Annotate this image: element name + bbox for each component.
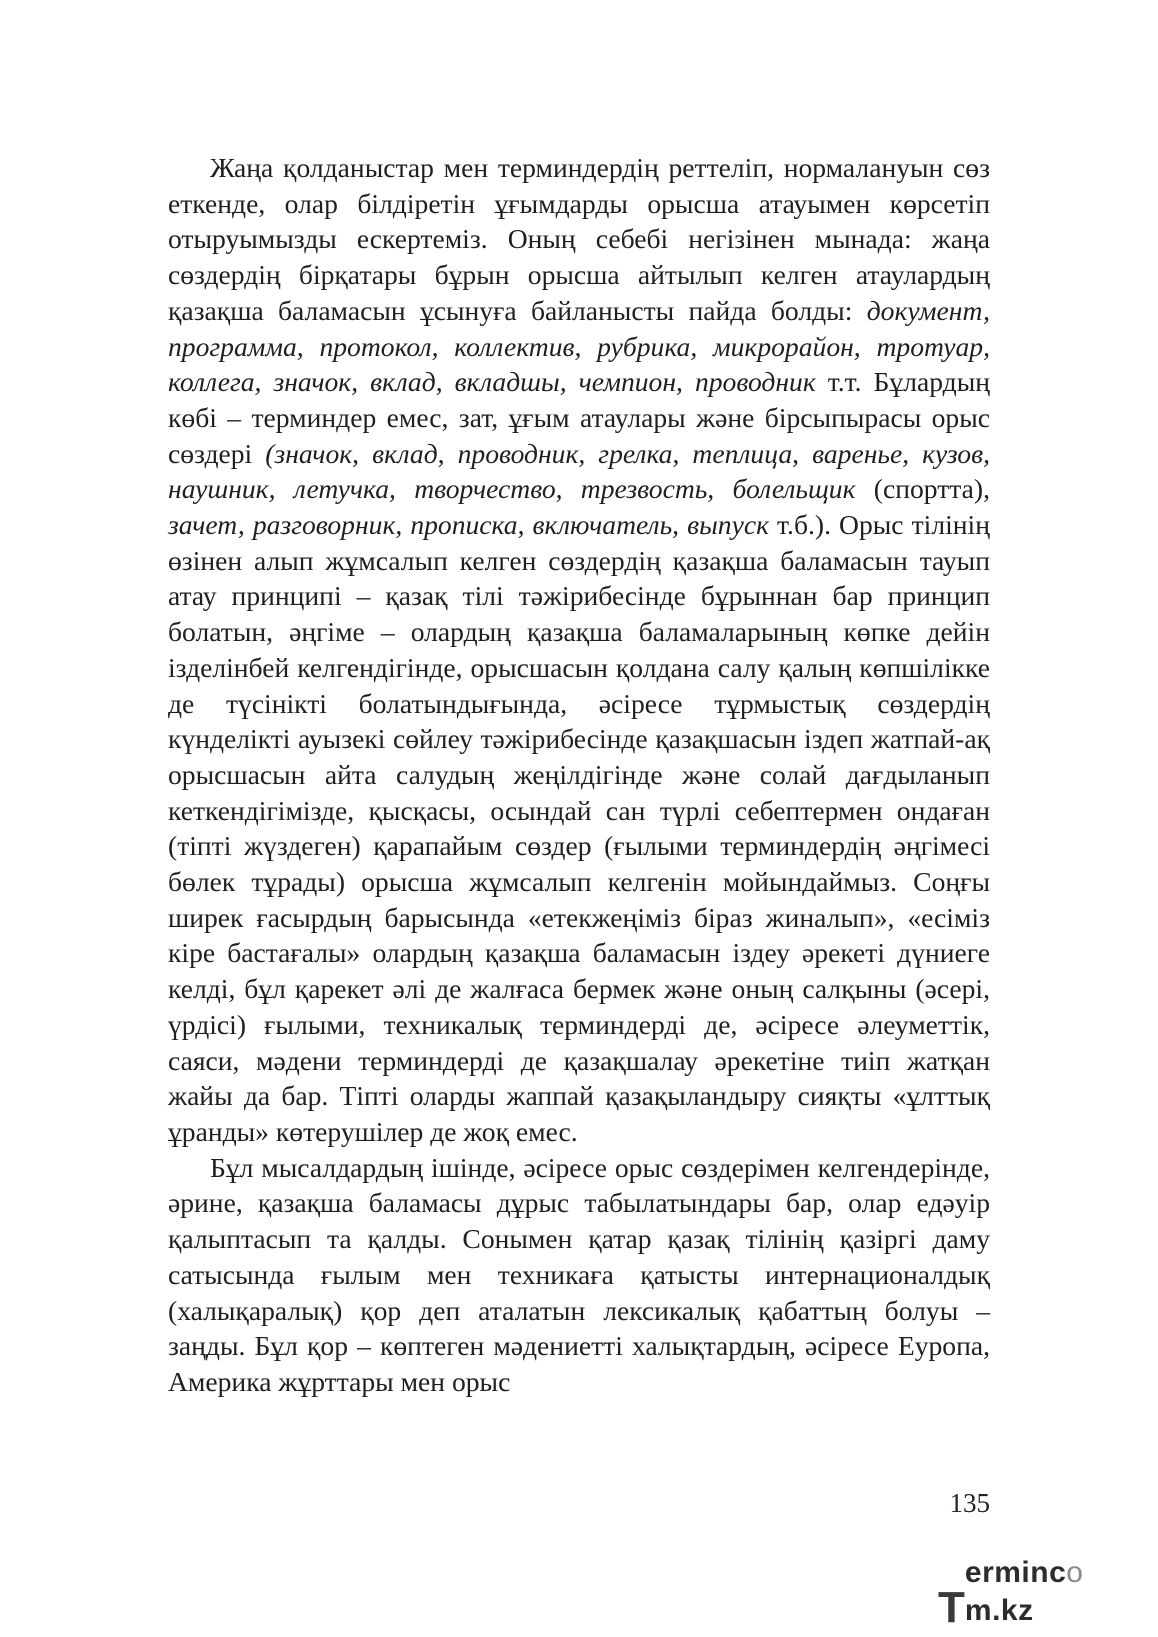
text-segment: т.т. Бұлардың көбі – терминдер емес, зат, ұғым атаулары және бірсыпырасы орыс сөздері (168, 366, 990, 469)
text-segment: т.б.). Орыс тілінің өзінен алып жұмсалып келген сөздердің қазақша баламасын тауып атау принципі – қазақ тілі тәжірибесінде бұрыннан бар принцип болатын, әңгіме – олардың қазақша баламаларының көпке дейін ізделінбей келгендігінде, орысшасын қолдана салу қалың көпшілікке де түсінікті болатындығында, әсіресе тұрмыстық сөздердің күнделікті ауызекі сөйлеу тәжірибесінде қазақшасын іздеп жатпай-ақ орысшасын айта салудың жеңілдігінде және солай дағдыланып кеткендігімізде, қысқасы, осындай сан түрлі себептермен ондаған (тіпті жүздеген) қарапайым сөздер (ғылыми терминдердің әңгімесі бөлек тұрады) орысша жұмсалып келгенін мойындаймыз. Соңғы ширек ғасырдың барысында «етекжеңіміз біраз жиналып», «есіміз кіре бастағалы» олардың қазақша баламасын іздеу әрекеті дүниеге келді, бұл қарекет әлі де жалғаса бермек және оның салқыны (әсері, үрдісі) ғылыми, техникалық терминдерді де, әсіресе әлеуметтік, саяси, мәдени терминдерді де қазақшалау әрекетіне тиіп жатқан жайы да бар. Тіпті оларды жаппай қазақыландыру сияқты «ұлттық ұранды» көтерушілер де жоқ емес. (168, 509, 990, 1147)
watermark-o: o (1066, 1556, 1084, 1589)
text-segment: Бұл мысалдардың ішінде, әсіресе орыс сөздерімен келгендерінде, әрине, қазақша баламасы дұрыс табылатындары бар, олар едәуір қалыптасып та қалды. Сонымен қатар қазақ тілінің қазіргі даму сатысында ғылым мен техникаға қатысты интернационалдық (халықаралық) қор деп аталатын лексикалық қабаттың болуы – заңды. Бұл қор – көптеген мәдениетті халықтардың, әсіресе Еуропа, Америка жұрттары мен орыс (168, 1151, 990, 1397)
watermark-logo (938, 1556, 1150, 1632)
watermark-letter-t: T (938, 1583, 965, 1632)
paragraph-1 (168, 150, 990, 1150)
text-segment: Жаңа қолданыстар мен терминдердің реттеліп, нормалануын сөз еткенде, олар білдіретін ұғымдарды орысша атауымен көрсетіп отыруымызды ескертеміз. Оның себебі негізінен мынада: жаңа сөздердің бірқатары бұрын орысша айтылып келген атаулардың қазақша баламасын ұсынуға байланысты пайда болды: (168, 152, 990, 326)
watermark-text (965, 1554, 1150, 1630)
watermark-part: erminc (964, 1556, 1067, 1589)
watermark-part: m.kz (964, 1594, 1034, 1627)
italic-term-list: документ, программа, протокол, коллектив, рубрика, микрорайон, тротуар, коллега, значок, вклад, вкладшы, чемпион, проводник (168, 294, 990, 398)
page-number: 135 (949, 1488, 990, 1518)
italic-term-list: зачет, разговорник, прописка, включатель, выпуск (168, 509, 769, 541)
italic-term-list: (значок, вклад, проводник, грелка, теплица, варенье, кузов, наушник, летучка, творчество, трезвость, болельщик (168, 437, 990, 505)
page-text (168, 150, 990, 1400)
paragraph-2 (168, 1150, 990, 1400)
text-segment: (спортта), (855, 473, 990, 505)
